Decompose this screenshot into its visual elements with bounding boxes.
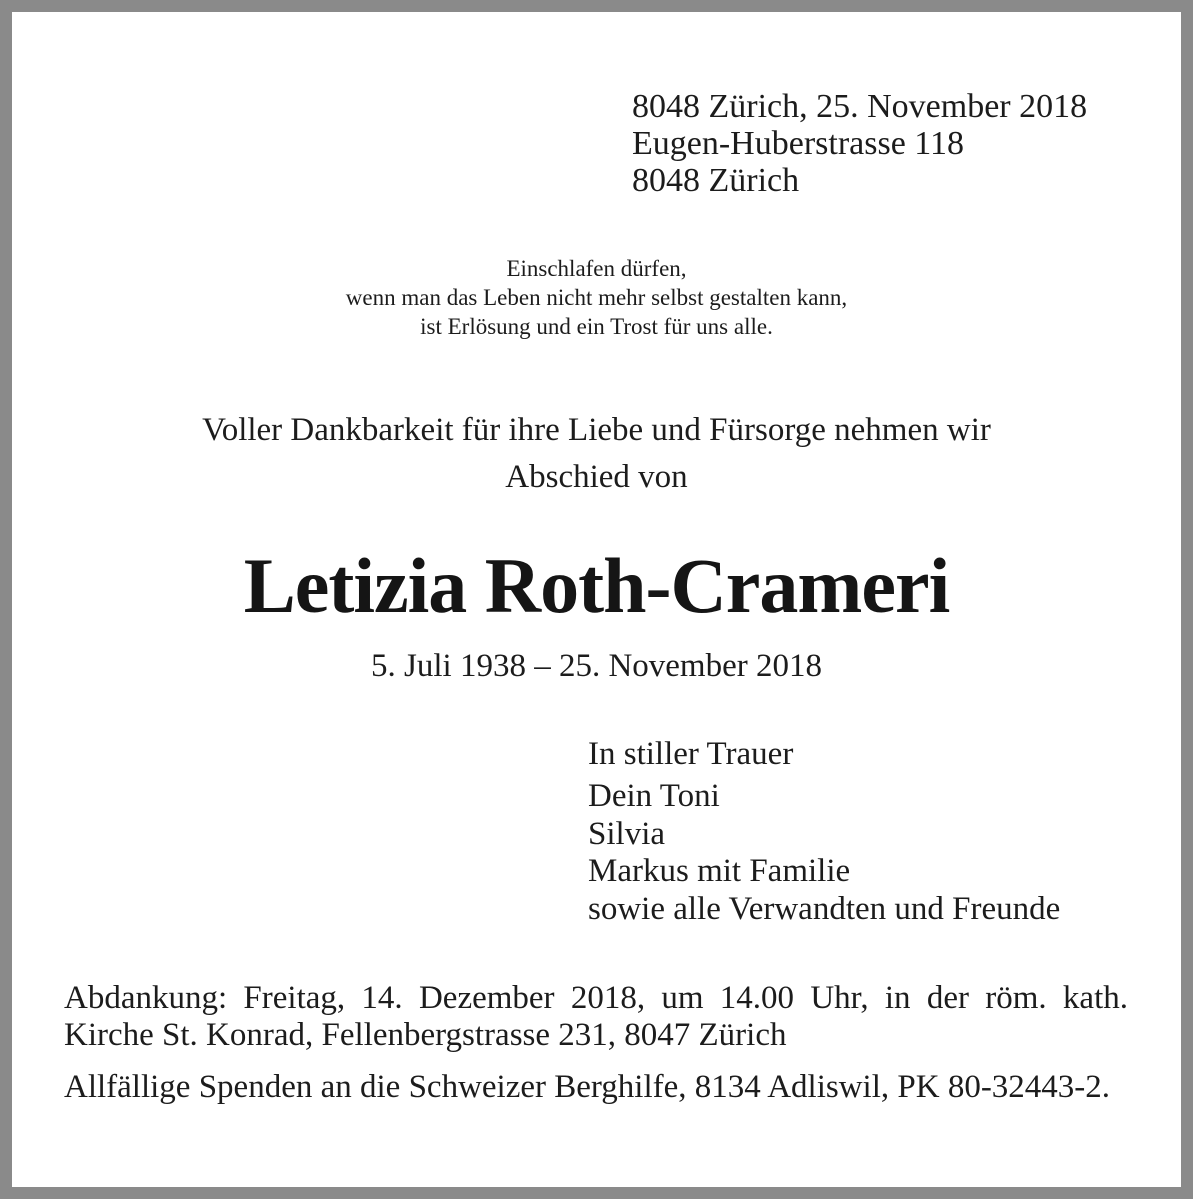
mourners-list — [588, 778, 1060, 928]
sender-address-block — [632, 88, 1087, 199]
memorial-quote — [12, 254, 1181, 341]
mourner-name: Markus mit Familie — [588, 853, 851, 889]
funeral-service-notice: Abdankung: Freitag, 14. Dezember 2018, um 14.00 Uhr, in der röm. kath. Kirche St. Konrad, Fellenbergstrasse 231, 8047 Zürich — [64, 980, 1128, 1053]
donations-notice: Allfällige Spenden an die Schweizer Berghilfe, 8134 Adliswil, PK 80-32443-2. — [64, 1069, 1111, 1105]
quote-line-2: wenn man das Leben nicht mehr selbst gestalten kann, — [345, 285, 848, 310]
deceased-name: Letizia Roth-Crameri — [243, 542, 950, 629]
mourner-name: Silvia — [588, 815, 666, 852]
quote-line-1: Einschlafen dürfen, — [506, 256, 687, 281]
intro-line-2: Abschied von — [505, 459, 688, 495]
mourning-heading: In stiller Trauer — [588, 736, 794, 772]
mourner-name: Dein Toni — [588, 778, 720, 814]
postal-city: 8048 Zürich — [632, 162, 800, 199]
life-dates: 5. Juli 1938 – 25. November 2018 — [371, 648, 822, 684]
place-and-date: 8048 Zürich, 25. November 2018 — [632, 88, 1088, 125]
street-address: Eugen-Huberstrasse 118 — [632, 125, 965, 162]
quote-line-3: ist Erlösung und ein Trost für uns alle. — [420, 314, 773, 339]
farewell-intro — [12, 407, 1181, 501]
notices-block — [64, 980, 1128, 1106]
mourner-name: sowie alle Verwandten und Freunde — [588, 890, 1061, 927]
intro-line-1: Voller Dankbarkeit für ihre Liebe und Fürsorge nehmen wir — [202, 412, 991, 448]
mourners-block — [588, 732, 1060, 928]
